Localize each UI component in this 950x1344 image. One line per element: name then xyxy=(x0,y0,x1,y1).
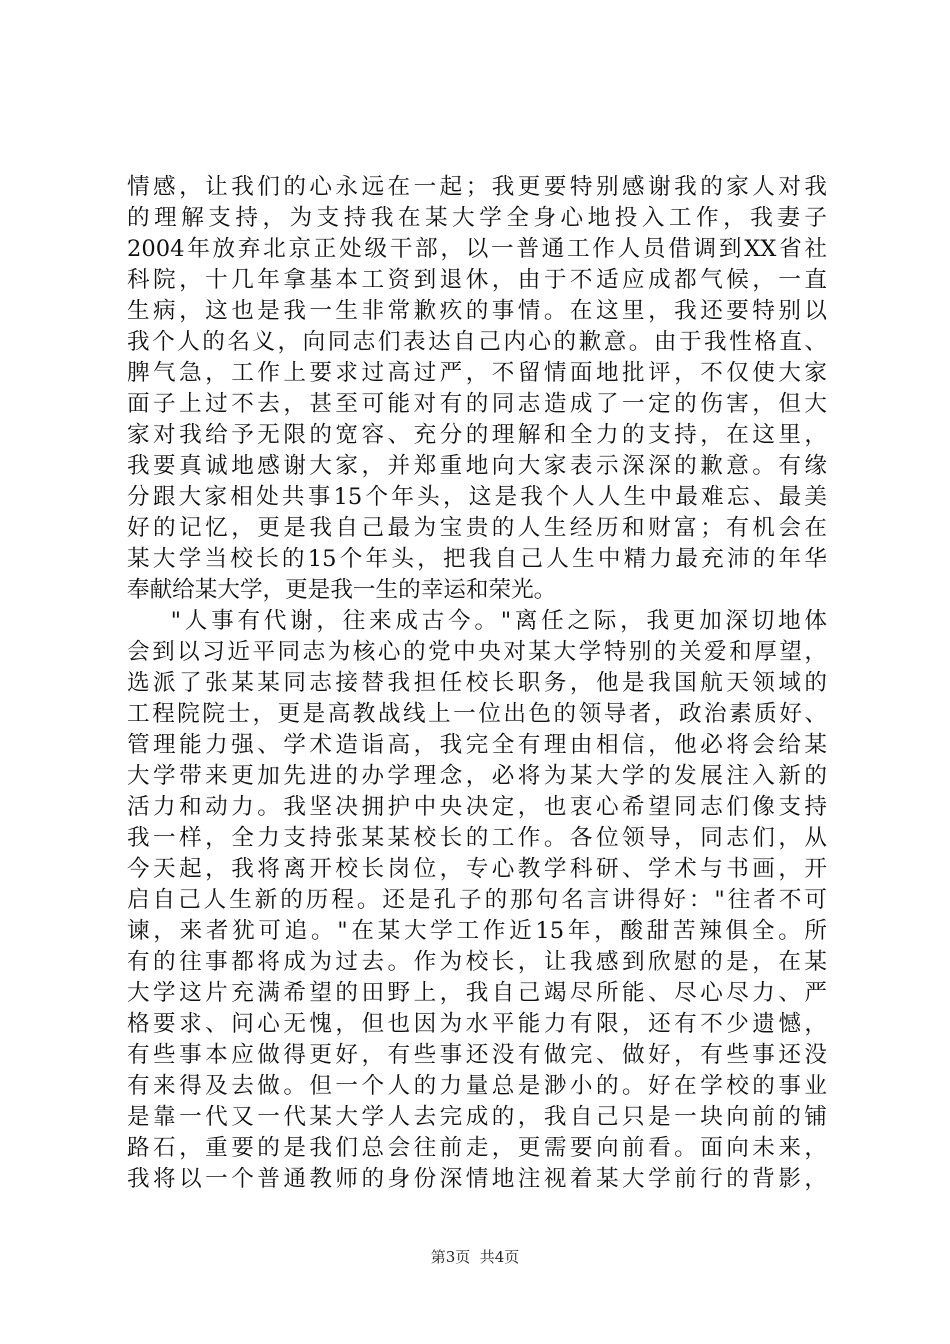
text-line: 2004年放弃北京正处级干部，以一普通工作人员借调到XX省社 xyxy=(127,236,827,262)
text-line: 面子上过不去，甚至可能对有的同志造成了一定的伤害，但大 xyxy=(127,391,827,417)
text-line: 奉献给某大学，更是我一生的幸运和荣光。 xyxy=(127,577,557,603)
text-line: 谏，来者犹可追。"在某大学工作近15年，酸甜苦辣俱全。所 xyxy=(127,918,827,944)
text-line: 有的往事都将成为过去。作为校长，让我感到欣慰的是，在某 xyxy=(127,949,827,975)
text-line: 是靠一代又一代某大学人去完成的，我自己只是一块向前的铺 xyxy=(127,1104,827,1130)
text-line: 科院，十几年拿基本工资到退休，由于不适应成都气候，一直 xyxy=(127,267,827,293)
text-line: 的理解支持，为支持我在某大学全身心地投入工作，我妻子 xyxy=(127,205,827,231)
text-line: 选派了张某某同志接替我担任校长职务，他是我国航天领域的 xyxy=(127,670,827,696)
text-line: 我将以一个普通教师的身份深情地注视着某大学前行的背影， xyxy=(127,1166,827,1192)
text-line: 某大学当校长的15个年头，把我自己人生中精力最充沛的年华 xyxy=(127,546,827,572)
text-line: 会到以习近平同志为核心的党中央对某大学特别的关爱和厚望， xyxy=(127,639,827,665)
text-line: 工程院院士，更是高教战线上一位出色的领导者，政治素质好、 xyxy=(127,701,827,727)
text-line: 有来得及去做。但一个人的力量总是渺小的。好在学校的事业 xyxy=(127,1073,827,1099)
text-line: 今天起，我将离开校长岗位，专心教学科研、学术与书画，开 xyxy=(127,856,827,882)
text-line: 有些事本应做得更好，有些事还没有做完、做好，有些事还没 xyxy=(127,1042,827,1068)
text-line: 启自己人生新的历程。还是孔子的那句名言讲得好："往者不可 xyxy=(127,887,827,913)
text-line: 情感，让我们的心永远在一起；我更要特别感谢我的家人对我 xyxy=(127,174,827,200)
page-number: 第3页 共4页 xyxy=(430,1248,520,1266)
text-line: 格要求、问心无愧，但也因为水平能力有限，还有不少遗憾， xyxy=(127,1011,827,1037)
page-footer xyxy=(0,1247,950,1267)
text-line: 我个人的名义，向同志们表达自己内心的歉意。由于我性格直、 xyxy=(127,329,827,355)
text-line: 脾气急，工作上要求过高过严，不留情面地批评，不仅使大家 xyxy=(127,360,827,386)
body-text xyxy=(127,172,827,1195)
text-line: "人事有代谢，往来成古今。"离任之际，我更加深切地体 xyxy=(127,608,827,634)
text-line: 路石，重要的是我们总会往前走，更需要向前看。面向未来， xyxy=(127,1135,827,1161)
text-line: 活力和动力。我坚决拥护中央决定，也衷心希望同志们像支持 xyxy=(127,794,827,820)
text-line: 管理能力强、学术造诣高，我完全有理由相信，他必将会给某 xyxy=(127,732,827,758)
text-line: 我要真诚地感谢大家，并郑重地向大家表示深深的歉意。有缘 xyxy=(127,453,827,479)
text-line: 好的记忆，更是我自己最为宝贵的人生经历和财富；有机会在 xyxy=(127,515,827,541)
text-line: 生病，这也是我一生非常歉疚的事情。在这里，我还要特别以 xyxy=(127,298,827,324)
text-line: 我一样，全力支持张某某校长的工作。各位领导，同志们，从 xyxy=(127,825,827,851)
text-line: 大学这片充满希望的田野上，我自己竭尽所能、尽心尽力、严 xyxy=(127,980,827,1006)
text-line: 家对我给予无限的宽容、充分的理解和全力的支持，在这里， xyxy=(127,422,827,448)
text-line: 大学带来更加先进的办学理念，必将为某大学的发展注入新的 xyxy=(127,763,827,789)
text-line: 分跟大家相处共事15个年头，这是我个人人生中最难忘、最美 xyxy=(127,484,827,510)
